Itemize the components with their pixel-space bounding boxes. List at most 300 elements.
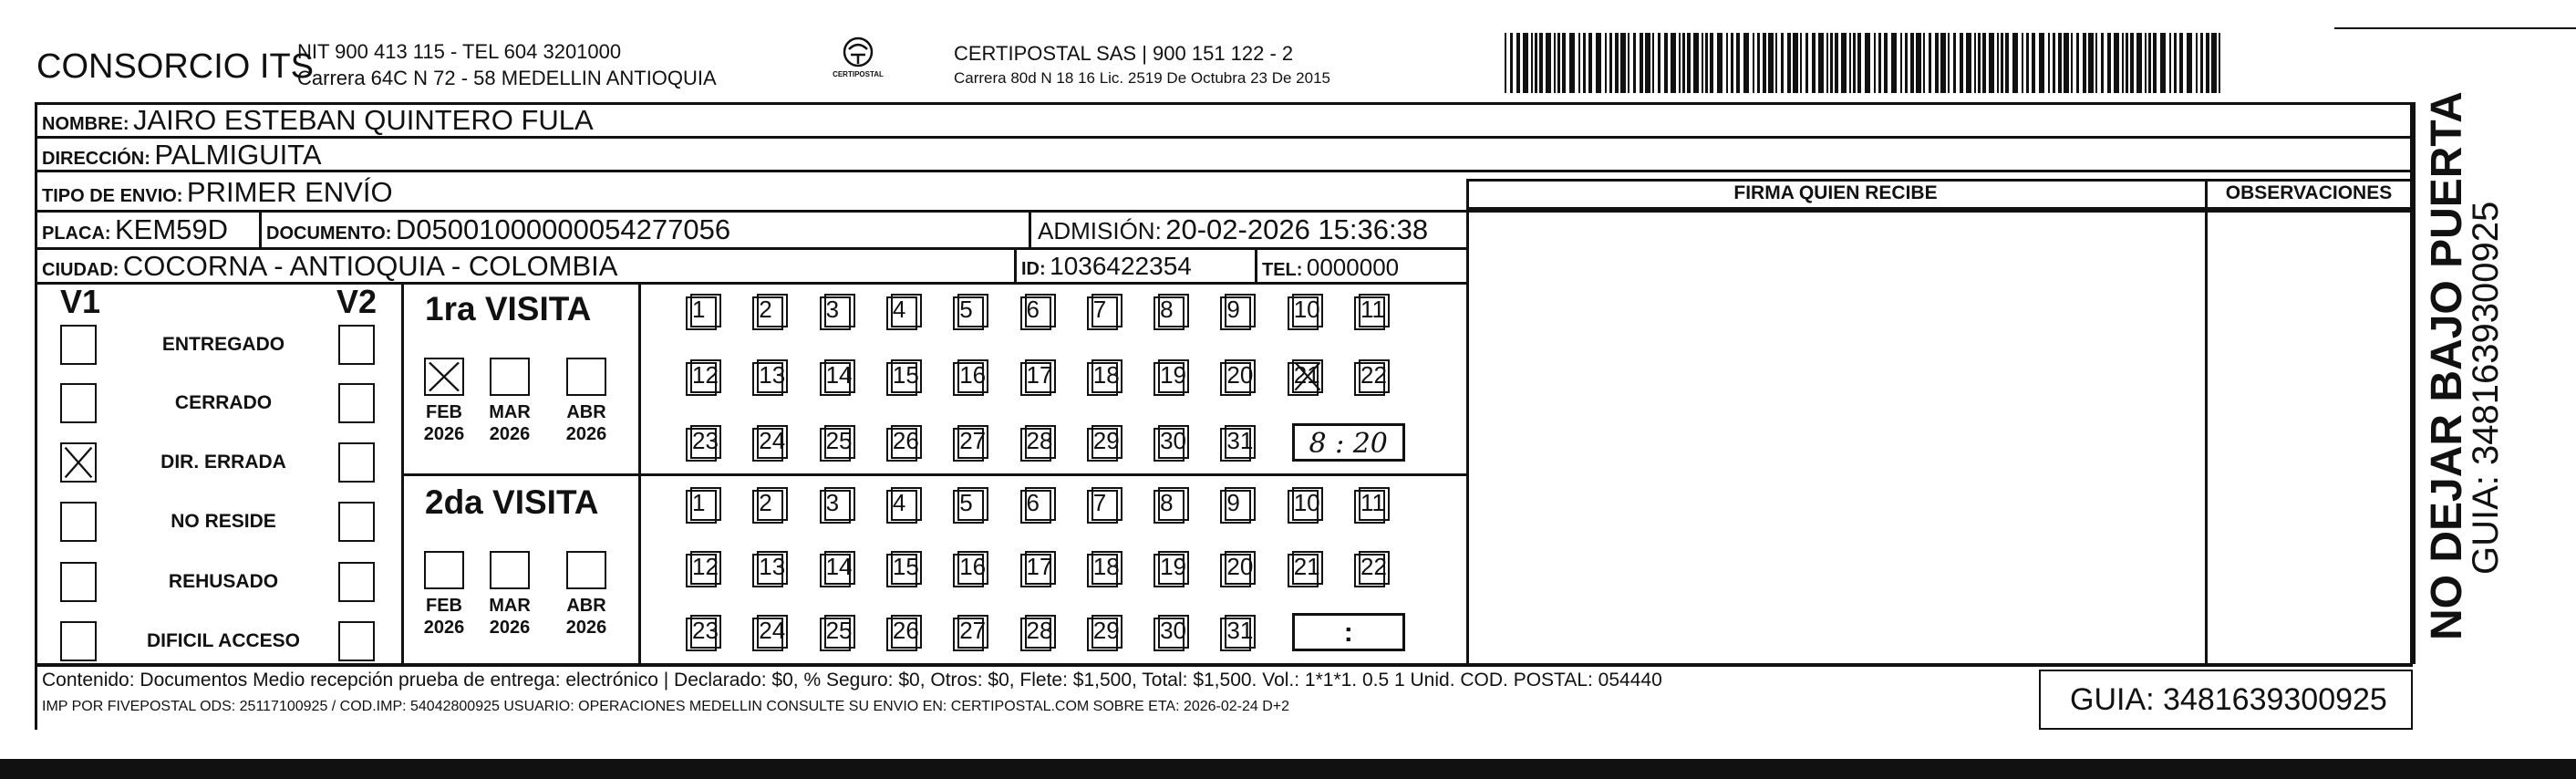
barcode-bar (2048, 33, 2050, 93)
barcode-bar (1865, 33, 1870, 93)
day-box[interactable] (686, 611, 724, 651)
barcode-bar (1884, 33, 1888, 93)
id-field (1021, 252, 1192, 281)
barcode-bar (1671, 33, 1676, 93)
barcode-bar (1953, 33, 1956, 93)
day-box[interactable] (752, 421, 791, 462)
day-number: 4 (892, 489, 906, 516)
day-number: 30 (1160, 427, 1187, 454)
day-box[interactable] (820, 547, 858, 587)
month-name: MAR (489, 402, 531, 422)
day-box[interactable] (1020, 611, 1059, 651)
day-box[interactable] (1288, 356, 1326, 396)
day-box[interactable] (1288, 290, 1326, 330)
day-number: 2 (759, 296, 772, 323)
day-box[interactable] (886, 290, 925, 330)
day-number: 14 (825, 361, 853, 389)
observaciones-header: OBSERVACIONES (2225, 182, 2393, 203)
barcode-bar (1818, 33, 1824, 93)
status-v1-checkbox[interactable] (60, 502, 97, 542)
day-number: 23 (692, 617, 719, 644)
day-number: 20 (1226, 553, 1254, 580)
firma-header: FIRMA QUIEN RECIBE (1733, 182, 1938, 203)
company-address: Carrera 64C N 72 - 58 MEDELLIN ANTIOQUIA (297, 67, 717, 89)
day-box[interactable] (686, 547, 724, 587)
tipo-envio-label: TIPO DE ENVIO: (42, 186, 183, 206)
day-number: 7 (1092, 296, 1107, 323)
month-checkbox[interactable] (490, 358, 530, 396)
day-box[interactable] (1220, 290, 1258, 330)
day-number: 31 (1226, 427, 1254, 454)
day-box[interactable] (1220, 356, 1258, 396)
barcode-bar (1916, 33, 1921, 93)
status-label: CERRADO (174, 392, 273, 413)
barcode-bar (1554, 33, 1556, 93)
day-number: 2 (759, 489, 772, 516)
barcode-bar (1505, 33, 1506, 93)
footer-content: Contenido: Documentos Medio recepción prueba de entrega: electrónico | Declarado: $0, % Seguro: $0, Otros: $0, Flete: $1,500, Total: $1,500. Vol.: 1*1*1. 0.5 1 Unid. COD. POSTAL: 054440 (42, 670, 1662, 691)
day-box[interactable] (953, 290, 991, 330)
day-number: 4 (892, 296, 906, 323)
day-box[interactable] (1020, 356, 1059, 396)
barcode-bar (1910, 33, 1914, 93)
barcode-bar (2200, 33, 2203, 93)
day-number: 27 (959, 617, 987, 644)
day-number: 22 (1360, 553, 1387, 580)
barcode-bar (2211, 33, 2217, 93)
day-box[interactable] (820, 356, 858, 396)
day-box[interactable] (820, 290, 858, 330)
barcode-bar (1743, 33, 1749, 93)
status-label: REHUSADO (168, 571, 279, 592)
status-v1-checkbox[interactable] (60, 442, 97, 483)
month-name: ABR (566, 596, 606, 616)
barcode-bar (1997, 33, 1999, 93)
day-box[interactable] (752, 290, 791, 330)
barcode-bar (1853, 33, 1856, 93)
day-box[interactable] (1154, 290, 1192, 330)
month-checkbox[interactable] (566, 551, 606, 589)
documento-field (266, 213, 730, 246)
barcode-bar (1523, 33, 1528, 93)
check-x-icon (62, 444, 95, 481)
barcode-bar (2179, 33, 2183, 93)
company-nit-tel: NIT 900 413 115 - TEL 604 3201000 (297, 40, 622, 63)
day-box[interactable] (1354, 290, 1392, 330)
month-year: 2026 (489, 424, 531, 444)
observaciones-area[interactable] (2209, 210, 2411, 662)
barcode-bar (1835, 33, 1838, 93)
admision-field (1038, 213, 1428, 246)
day-box[interactable] (886, 611, 925, 651)
day-box[interactable] (1288, 547, 1326, 587)
day-number: 29 (1092, 427, 1120, 454)
barcode-bar (2174, 33, 2177, 93)
day-box[interactable] (886, 356, 925, 396)
barcode-bar (2107, 33, 2111, 93)
status-v2-checkbox[interactable] (338, 383, 375, 423)
day-number: 1 (692, 489, 706, 516)
month-checkbox[interactable] (490, 551, 530, 589)
barcode-bar (2039, 33, 2044, 93)
barcode-bar (1516, 33, 1520, 93)
barcode-bar (1768, 33, 1774, 93)
day-box[interactable] (1354, 356, 1392, 396)
barcode-bar (2145, 33, 2147, 93)
barcode (1505, 33, 2225, 95)
day-box[interactable] (886, 547, 925, 587)
barcode-bar (1645, 33, 1650, 93)
barcode-bar (2206, 33, 2209, 93)
barcode-bar (1705, 33, 1708, 93)
barcode-bar (2083, 33, 2086, 93)
day-number: 31 (1226, 617, 1254, 644)
barcode-bar (1763, 33, 1766, 93)
barcode-bar (1702, 33, 1703, 93)
day-box[interactable] (752, 611, 791, 651)
day-box[interactable] (953, 356, 991, 396)
day-box[interactable] (1087, 611, 1125, 651)
barcode-bar (1800, 33, 1802, 93)
time-value: 8 : 20 (1309, 428, 1388, 460)
barcode-bar (2088, 33, 2094, 93)
barcode-bar (2053, 33, 2055, 93)
barcode-bar (1726, 33, 1728, 93)
day-box[interactable] (1087, 421, 1125, 462)
barcode-bar (2071, 33, 2073, 93)
status-v1-checkbox[interactable] (60, 621, 97, 661)
day-box[interactable] (1354, 483, 1392, 524)
day-box[interactable] (1154, 483, 1192, 524)
barcode-bar (1935, 33, 1939, 93)
barcode-bar (1588, 33, 1592, 93)
day-number: 1 (692, 296, 706, 323)
barcode-bar (1849, 33, 1851, 93)
month-name: ABR (566, 402, 606, 422)
barcode-bar (1812, 33, 1816, 93)
day-box[interactable] (752, 547, 791, 587)
status-v1-checkbox[interactable] (60, 562, 97, 602)
day-box[interactable] (886, 421, 925, 462)
day-box[interactable] (1020, 483, 1059, 524)
day-box[interactable] (1220, 483, 1258, 524)
barcode-bar (2114, 33, 2119, 93)
month-name: FEB (426, 596, 462, 616)
documento-label: DOCUMENTO: (266, 223, 392, 244)
barcode-bar (1609, 33, 1612, 93)
footer-print-info: IMP POR FIVEPOSTAL ODS: 25117100925 / COD.IMP: 54042800925 USUARIO: OPERACIONES MEDELLIN CONSULTE SU ENVIO EN: CERTIPOSTAL.COM SOBRE ETA: 2026-02-24 D+2 (42, 699, 1290, 714)
logo-text: CERTIPOSTAL (833, 70, 884, 78)
day-box[interactable] (1354, 547, 1392, 587)
barcode-bar (1857, 33, 1861, 93)
barcode-bar (1717, 33, 1723, 93)
barcode-bar (1960, 33, 1963, 93)
barcode-bar (1628, 33, 1629, 93)
day-number: 3 (825, 489, 840, 516)
barcode-bar (1562, 33, 1566, 93)
day-number: 9 (1226, 489, 1240, 516)
barcode-bar (2095, 33, 2097, 93)
admision-label: ADMISIÓN: (1038, 217, 1162, 244)
day-number: 26 (892, 427, 919, 454)
month-label (417, 401, 471, 445)
day-number: 25 (825, 617, 853, 644)
barcode-bar (1615, 33, 1619, 93)
day-number: 25 (825, 427, 853, 454)
barcode-bar (1781, 33, 1784, 93)
status-v2-checkbox[interactable] (338, 442, 375, 483)
month-year: 2026 (565, 424, 607, 444)
barcode-bar (1664, 33, 1668, 93)
barcode-bar (1633, 33, 1636, 93)
barcode-bar (2026, 33, 2029, 93)
carrier-address: Carrera 80d N 18 16 Lic. 2519 De Octubra 23 De 2015 (954, 69, 1330, 87)
certipostal-logo (832, 36, 885, 78)
page-edge-bar (0, 759, 2576, 779)
barcode-bar (2022, 33, 2023, 93)
day-box[interactable] (1288, 483, 1326, 524)
day-number: 12 (692, 361, 719, 389)
time-box[interactable] (1292, 613, 1405, 651)
day-number: 28 (1026, 617, 1053, 644)
status-v2-checkbox[interactable] (338, 325, 375, 365)
day-box[interactable] (1020, 421, 1059, 462)
documento-value: D05001000000054277056 (395, 213, 731, 245)
month-name: FEB (426, 402, 462, 422)
tipo-envio-row (42, 176, 393, 209)
day-box[interactable] (1154, 611, 1192, 651)
barcode-bar (2058, 33, 2062, 93)
day-box[interactable] (953, 547, 991, 587)
barcode-bar (1989, 33, 1994, 93)
month-label (482, 401, 537, 445)
barcode-bar (1605, 33, 1607, 93)
barcode-bar (1775, 33, 1777, 93)
day-number: 13 (759, 553, 786, 580)
barcode-bar (1583, 33, 1586, 93)
time-value: : (1343, 618, 1353, 648)
day-number: 28 (1026, 427, 1053, 454)
barcode-bar (1787, 33, 1791, 93)
day-number: 21 (1293, 361, 1320, 389)
day-box[interactable] (752, 483, 791, 524)
v2-header: V2 (336, 283, 378, 320)
day-box[interactable] (1154, 356, 1192, 396)
month-checkbox[interactable] (424, 358, 464, 396)
barcode-bar (1905, 33, 1908, 93)
barcode-bar (1929, 33, 1931, 93)
nombre-label: NOMBRE: (42, 114, 129, 134)
barcode-bar (2196, 33, 2198, 93)
day-number: 11 (1360, 489, 1385, 516)
barcode-bar (1687, 33, 1691, 93)
day-number: 10 (1293, 489, 1320, 516)
footer-guia-box (2039, 670, 2413, 730)
day-box[interactable] (820, 611, 858, 651)
day-number: 16 (959, 553, 987, 580)
certipostal-logo-icon (838, 36, 878, 68)
barcode-bar (2169, 33, 2171, 93)
barcode-bar (1966, 33, 1971, 93)
status-v1-checkbox[interactable] (60, 383, 97, 423)
barcode-bar (1805, 33, 1808, 93)
placa-field (42, 213, 228, 246)
barcode-bar (1658, 33, 1660, 93)
status-v2-checkbox[interactable] (338, 562, 375, 602)
placa-label: PLACA: (42, 223, 111, 244)
barcode-bar (1757, 33, 1760, 93)
day-box[interactable] (1220, 421, 1258, 462)
month-label (559, 401, 614, 445)
barcode-bar (1974, 33, 1976, 93)
tel-label: TEL: (1262, 260, 1303, 280)
ciudad-field (42, 250, 617, 283)
day-box[interactable] (1087, 547, 1125, 587)
day-box[interactable] (886, 483, 925, 524)
day-box[interactable] (686, 421, 724, 462)
day-number: 14 (825, 553, 853, 580)
day-box[interactable] (752, 356, 791, 396)
day-box[interactable] (686, 290, 724, 330)
barcode-bar (2160, 33, 2166, 93)
firma-area[interactable] (1470, 210, 2203, 662)
status-label: DIR. ERRADA (160, 452, 286, 473)
day-number: 6 (1026, 296, 1040, 323)
day-number: 19 (1160, 553, 1187, 580)
placa-value: KEM59D (115, 213, 229, 245)
edge-rule (2334, 27, 2576, 29)
barcode-bar (2187, 33, 2192, 93)
barcode-bar (1710, 33, 1713, 93)
day-number: 15 (892, 361, 919, 389)
barcode-bar (1596, 33, 1601, 93)
status-v1-checkbox[interactable] (60, 325, 97, 365)
month-checkbox[interactable] (424, 551, 464, 589)
day-box[interactable] (1020, 290, 1059, 330)
day-box[interactable] (953, 421, 991, 462)
barcode-bar (2001, 33, 2003, 93)
barcode-bar (2064, 33, 2069, 93)
day-box[interactable] (1154, 421, 1192, 462)
barcode-bar (1793, 33, 1798, 93)
tipo-envio-value: PRIMER ENVÍO (186, 176, 393, 208)
day-box[interactable] (686, 483, 724, 524)
barcode-bar (1539, 33, 1543, 93)
time-box[interactable] (1292, 423, 1405, 462)
side-guia: GUIA: 3481639300925 (2466, 201, 2506, 575)
day-number: 9 (1226, 296, 1240, 323)
day-number: 13 (759, 361, 786, 389)
barcode-bar (1640, 33, 1643, 93)
barcode-bar (1736, 33, 1740, 93)
day-number: 24 (759, 617, 786, 644)
day-number: 27 (959, 427, 987, 454)
day-number: 29 (1092, 617, 1120, 644)
day-number: 18 (1092, 361, 1120, 389)
footer-guia: GUIA: 3481639300925 (2070, 682, 2387, 717)
day-number: 18 (1092, 553, 1120, 580)
barcode-bar (2148, 33, 2151, 93)
month-year: 2026 (565, 618, 607, 638)
day-number: 17 (1026, 361, 1053, 389)
day-box[interactable] (820, 483, 858, 524)
barcode-bar (2032, 33, 2035, 93)
no-dejar-bajo-puerta: NO DEJAR BAJO PUERTA (2423, 91, 2471, 640)
id-value: 1036422354 (1050, 252, 1192, 280)
barcode-bar (1978, 33, 1981, 93)
day-box[interactable] (1020, 547, 1059, 587)
id-label: ID: (1021, 259, 1046, 279)
barcode-bar (1652, 33, 1654, 93)
barcode-bar (2219, 33, 2220, 93)
direccion-row (42, 139, 322, 171)
day-box[interactable] (1220, 611, 1258, 651)
day-number: 30 (1160, 617, 1187, 644)
month-name: MAR (489, 596, 531, 616)
barcode-bar (1546, 33, 1551, 93)
day-number: 12 (692, 553, 719, 580)
direccion-value: PALMIGUITA (154, 139, 322, 171)
nombre-value: JAIRO ESTEBAN QUINTERO FULA (133, 104, 594, 136)
day-box[interactable] (686, 356, 724, 396)
visit2-title: 2da VISITA (425, 483, 599, 521)
barcode-bar (2101, 33, 2104, 93)
status-label: ENTREGADO (161, 334, 285, 355)
status-v2-checkbox[interactable] (338, 502, 375, 542)
day-box[interactable] (1087, 290, 1125, 330)
barcode-bar (2136, 33, 2142, 93)
day-box[interactable] (820, 421, 858, 462)
barcode-bar (1841, 33, 1847, 93)
barcode-bar (1830, 33, 1833, 93)
barcode-bar (1510, 33, 1513, 93)
day-number: 24 (759, 427, 786, 454)
day-box[interactable] (1087, 356, 1125, 396)
day-number: 6 (1026, 489, 1040, 516)
ciudad-label: CIUDAD: (42, 260, 119, 280)
v1-header: V1 (60, 283, 101, 320)
day-number: 16 (959, 361, 987, 389)
day-box[interactable] (953, 611, 991, 651)
barcode-bar (1578, 33, 1580, 93)
status-v2-checkbox[interactable] (338, 621, 375, 661)
day-box[interactable] (1154, 547, 1192, 587)
barcode-bar (1693, 33, 1699, 93)
day-number: 26 (892, 617, 919, 644)
carrier-name: CERTIPOSTAL SAS | 900 151 122 - 2 (954, 42, 1294, 65)
barcode-bar (1948, 33, 1950, 93)
day-box[interactable] (1220, 547, 1258, 587)
month-label (417, 595, 471, 639)
day-number: 21 (1293, 553, 1320, 580)
barcode-bar (1874, 33, 1876, 93)
month-checkbox[interactable] (566, 358, 606, 396)
day-number: 15 (892, 553, 919, 580)
day-number: 7 (1092, 489, 1107, 516)
day-box[interactable] (1087, 483, 1125, 524)
barcode-bar (1891, 33, 1897, 93)
barcode-bar (1923, 33, 1925, 93)
barcode-bar (2122, 33, 2124, 93)
day-number: 23 (692, 427, 719, 454)
barcode-bar (1679, 33, 1681, 93)
barcode-bar (1682, 33, 1685, 93)
ciudad-value: COCORNA - ANTIOQUIA - COLOMBIA (122, 250, 618, 282)
status-label: DIFICIL ACCESO (146, 630, 300, 651)
day-number: 5 (959, 296, 973, 323)
day-box[interactable] (953, 483, 991, 524)
barcode-bar (1620, 33, 1626, 93)
